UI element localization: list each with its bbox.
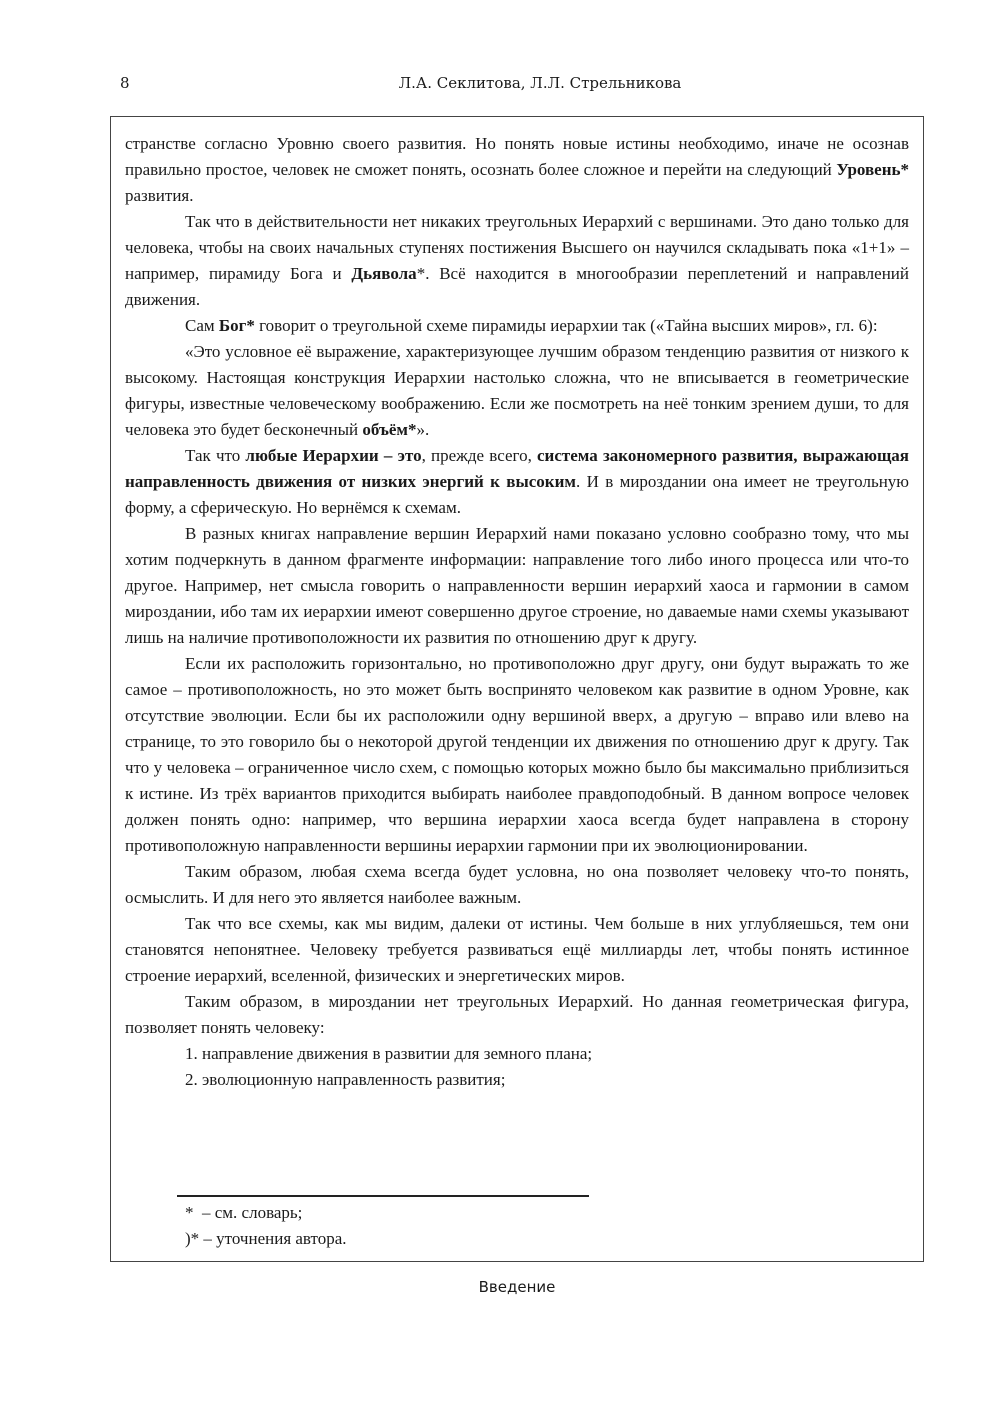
paragraph-1: странстве согласно Уровню своего развития. Но понять новые истины необходимо, иначе не осознав правильно простое, человек не сможет понять, осознать более сложное и перейти на следующий Уровень* развития. (125, 134, 909, 205)
footnote-item: * – см. словарь; (185, 1203, 303, 1222)
text-frame (110, 116, 924, 1262)
paragraph-2: Так что в действительности нет никаких треугольных Иерархий с вершинами. Это дано только для человека, чтобы на своих начальных ступенях постижения Высшего он научился складывать пока «1+1» – например, пирамиду Бога и Дьявола*. Всё находится в многообразии переплетений и направлений движения. (125, 212, 909, 309)
list-item: 2. эволюционную направленность развития; (185, 1070, 506, 1089)
footnote-item: )* – уточнения автора. (185, 1229, 347, 1248)
footnote-divider (177, 1195, 589, 1197)
paragraph-8: Таким образом, любая схема всегда будет условна, но она позволяет человеку что-то понять, осмыслить. И для него это является наиболее важным. (125, 862, 909, 907)
paragraph-10: Таким образом, в мироздании нет треугольных Иерархий. Но данная геометрическая фигура, позволяет понять человеку: (125, 992, 909, 1037)
running-header-authors: Л.А. Секлитова, Л.Л. Стрельникова (398, 74, 682, 92)
paragraph-6: В разных книгах направление вершин Иерархий нами показано условно сообразно тому, что мы хотим подчеркнуть в данном фрагменте информации: направление того либо иного процесса или что-то другое. Например, нет смысла говорить о направленности вершин иерархий хаоса и гармонии в самом мироздании, ибо там их иерархии имеют совершенно другое строение, но даваемые нами схемы указывают лишь на наличие противоположности их развития по отношению друг к другу. (125, 524, 909, 647)
list-item: 1. направление движения в развитии для земного плана; (185, 1044, 593, 1063)
page-number: 8 (120, 74, 130, 92)
quote-paragraph: «Это условное её выражение, характеризующее лучшим образом тенденцию развития от низкого к высокому. Настоящая конструкция Иерархии настолько сложна, что не вписывается в геометрические фигуры, известные человеческому воображению. Если же посмотреть на неё тонким зрением души, то для человека это будет бесконечный объём*». (125, 342, 909, 439)
paragraph-7: Если их расположить горизонтально, но противоположно друг другу, они будут выражать то же самое – противоположность, но это может быть воспринято человеком как развитие в одном Уровне, как отсутствие эволюции. Если бы их расположили одну вершиной вверх, а другую – вправо или влево на странице, то это говорило бы о некоторой другой тенденции их движения по отношению друг к другу. Так что у человека – ограниченное число схем, с помощью которых можно было бы максимально приблизиться к истине. Из трёх вариантов приходится выбирать наиболее правдоподобный. В данном вопросе человек должен понять одно: например, что вершина иерархии хаоса всегда будет направлена в сторону противоположную направленности вершины иерархии гармонии при их эволюционировании. (125, 654, 909, 855)
paragraph-5: Так что любые Иерархии – это, прежде всего, система закономерного развития, выражающая направленность движения от низких энергий к высоким. И в мироздании она имеет не треугольную форму, а сферическую. Но вернёмся к схемам. (125, 446, 910, 517)
paragraph-9: Так что все схемы, как мы видим, далеки от истины. Чем больше в них углубляешься, тем они становятся непонятнее. Человеку требуется развиваться ещё миллиарды лет, чтобы понять истинное строение иерархий, вселенной, физических и энергетических миров. (125, 914, 909, 985)
running-footer-section: Введение (478, 1278, 556, 1296)
footnotes (185, 1200, 347, 1252)
paragraph-3: Сам Бог* говорит о треугольной схеме пирамиды иерархии так («Тайна высших миров», гл. 6): (185, 316, 878, 335)
